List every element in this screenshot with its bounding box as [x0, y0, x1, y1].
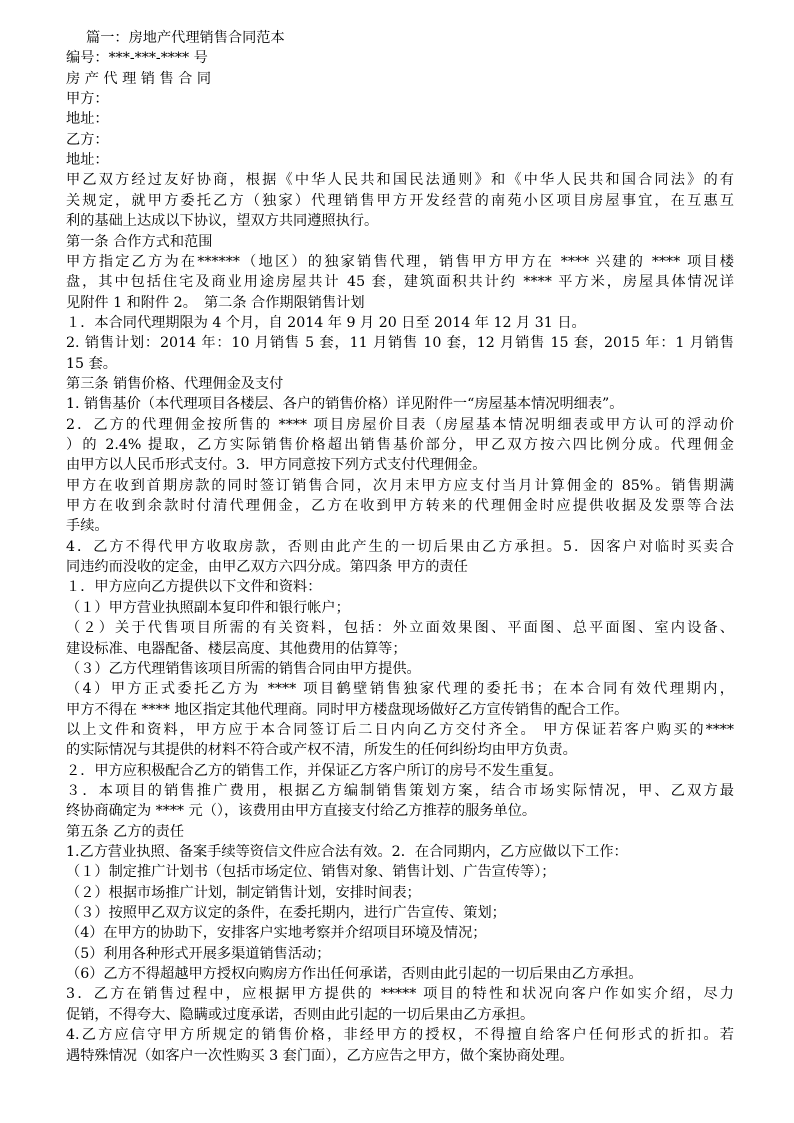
text-line: ２．甲方应积极配合乙方的销售工作，并保证乙方客户所订的房号不发生重复。 [66, 762, 563, 779]
text-line: ）的 2.4% 提取，乙方实际销售价格超出销售基价部分，甲乙双方按六四比例分成。代理佣金 [66, 437, 734, 453]
text-line: 2．乙方的代理佣金按所售的 **** 项目房屋价目表（房屋基本情况明细表或甲方认可的浮动价 [66, 416, 734, 433]
text-line: 利的基础上达成以下协议，望双方共同遵照执行。 [66, 213, 379, 230]
text-line: 甲方： [66, 91, 109, 108]
text-line: 见附件 1 和附件 2。 第二条 合作期限销售计划 [66, 294, 365, 311]
text-line: （6）乙方不得超越甲方授权向购房方作出任何承诺，否则由此引起的一切后果由乙方承担。 [66, 966, 643, 983]
text-line: 关规定，就甲方委托乙方（独家）代理销售甲方开发经营的南苑小区项目房屋事宜，在互惠互 [66, 192, 734, 209]
text-line: 甲方在收到首期房款的同时签订销售合同，次月末甲方应支付当月计算佣金的 85%。销售期满 [66, 477, 734, 494]
text-line: 篇一：房地产代理销售合同范本 [86, 30, 285, 46]
text-line: 甲方指定乙方为在******（地区）的独家销售代理，销售甲方甲方在 **** 兴建的 **** 项目楼 [66, 253, 734, 270]
text-line: 盘，其中包括住宅及商业用途房屋共计 45 套，建筑面积共计约 **** 平方米，房屋具体情况详 [66, 274, 734, 291]
text-line: 甲方在收到余款时付清代理佣金，乙方在收到甲方转来的代理佣金时应提供收据及发票等合法 [66, 498, 734, 515]
text-line: 终协商确定为 **** 元（），该费用由甲方直接支付给乙方推荐的服务单位。 [66, 803, 537, 820]
text-line: 地址： [66, 152, 109, 169]
text-line: （２）关于代售项目所需的有关资料，包括：外立面效果图、平面图、总平面图、室内设备、 [66, 620, 734, 637]
text-line: （１）甲方营业执照副本复印件和银行帐户； [66, 599, 350, 616]
text-line: 编号：***-***-**** 号 [66, 50, 208, 67]
text-line: 地址： [66, 111, 109, 128]
text-line: （１）制定推广计划书（包括市场定位、销售对象、销售计划、广告宣传等）； [66, 864, 556, 881]
text-line: 第三条 销售价格、代理佣金及支付 [66, 375, 284, 392]
text-line: 1.乙方营业执照、备案手续等资信文件应合法有效。2．在合同期内，乙方应做以下工作： [66, 844, 628, 860]
text-line: 15 套。 [66, 355, 117, 372]
text-line: １．甲方应向乙方提供以下文件和资料： [66, 579, 322, 596]
text-line: （4）甲方正式委托乙方为 **** 项目鹤壁销售独家代理的委托书；在本合同有效代理期内， [66, 681, 734, 698]
text-line: 1. 销售基价（本代理项目各楼层、各户的销售价格）详见附件一“房屋基本情况明细表”。 [66, 396, 624, 413]
text-line: 手续。 [66, 518, 109, 535]
text-line: （３）按照甲乙双方议定的条件，在委托期内，进行广告宣传、策划； [66, 905, 506, 922]
text-line: 同违约而没收的定金，由甲乙双方六四分成。第四条 甲方的责任 [66, 559, 468, 576]
text-line: 甲方不得在 **** 地区指定其他代理商。同时甲方楼盘现场做好乙方宣传销售的配合工作。 [66, 701, 629, 718]
text-line: 甲乙双方经过友好协商，根据《中华人民共和国民法通则》和《中华人民共和国合同法》的有 [66, 172, 734, 189]
text-line: 建设标准、电器配备、楼层高度、其他费用的估算等； [66, 640, 407, 657]
text-line: （３）乙方代理销售该项目所需的销售合同由甲方提供。 [66, 660, 421, 677]
text-line: 由甲方以人民币形式支付。3．甲方同意按下列方式支付代理佣金。 [66, 457, 487, 474]
text-line: （２）根据市场推广计划，制定销售计划，安排时间表； [66, 884, 421, 901]
text-line: 以上文件和资料，甲方应于本合同签订后二日内向乙方交付齐全。 甲方保证若客户购买的**** [66, 721, 734, 738]
text-line: 4．乙方不得代甲方收取房款，否则由此产生的一切后果由乙方承担。5．因客户对临时买卖合 [66, 538, 734, 555]
text-line: １．本合同代理期限为 4 个月，自 2014 年 9 月 20 日至 2014 年 12 月 31 日。 [66, 314, 586, 331]
text-line: （4）在甲方的协助下，安排客户实地考察并介绍项目环境及情况； [66, 925, 487, 942]
text-line: 乙方： [66, 131, 109, 148]
text-line: 4.乙方应信守甲方所规定的销售价格，非经甲方的授权，不得擅自给客户任何形式的折扣。若 [66, 1027, 734, 1044]
text-line: ３．本项目的销售推广费用，根据乙方编制销售策划方案，结合市场实际情况，甲、乙双方最 [66, 782, 734, 799]
text-line: 遇特殊情况（如客户一次性购买 3 套门面），乙方应告之甲方，做个案协商处理。 [66, 1047, 574, 1064]
text-line: 的实际情况与其提供的材料不符合或产权不清，所发生的任何纠纷均由甲方负责。 [66, 742, 577, 759]
text-line: 2. 销售计划：2014 年：10 月销售 5 套，11 月销售 10 套，12 月销售 15 套，2015 年：1 月销售 [66, 335, 734, 352]
text-line: 房 产 代 理 销 售 合 同 [66, 70, 212, 87]
text-line: 3．乙方在销售过程中，应根据甲方提供的 ***** 项目的特性和状况向客户作如实介绍，尽力 [66, 986, 734, 1003]
text-line: 促销，不得夸大、隐瞒或过度承诺，否则由此引起的一切后果由乙方承担。 [66, 1006, 535, 1023]
text-line: 第一条 合作方式和范围 [66, 233, 213, 250]
text-line: （5）利用各种形式开展多渠道销售活动； [66, 945, 331, 962]
text-line: 第五条 乙方的责任 [66, 823, 185, 840]
